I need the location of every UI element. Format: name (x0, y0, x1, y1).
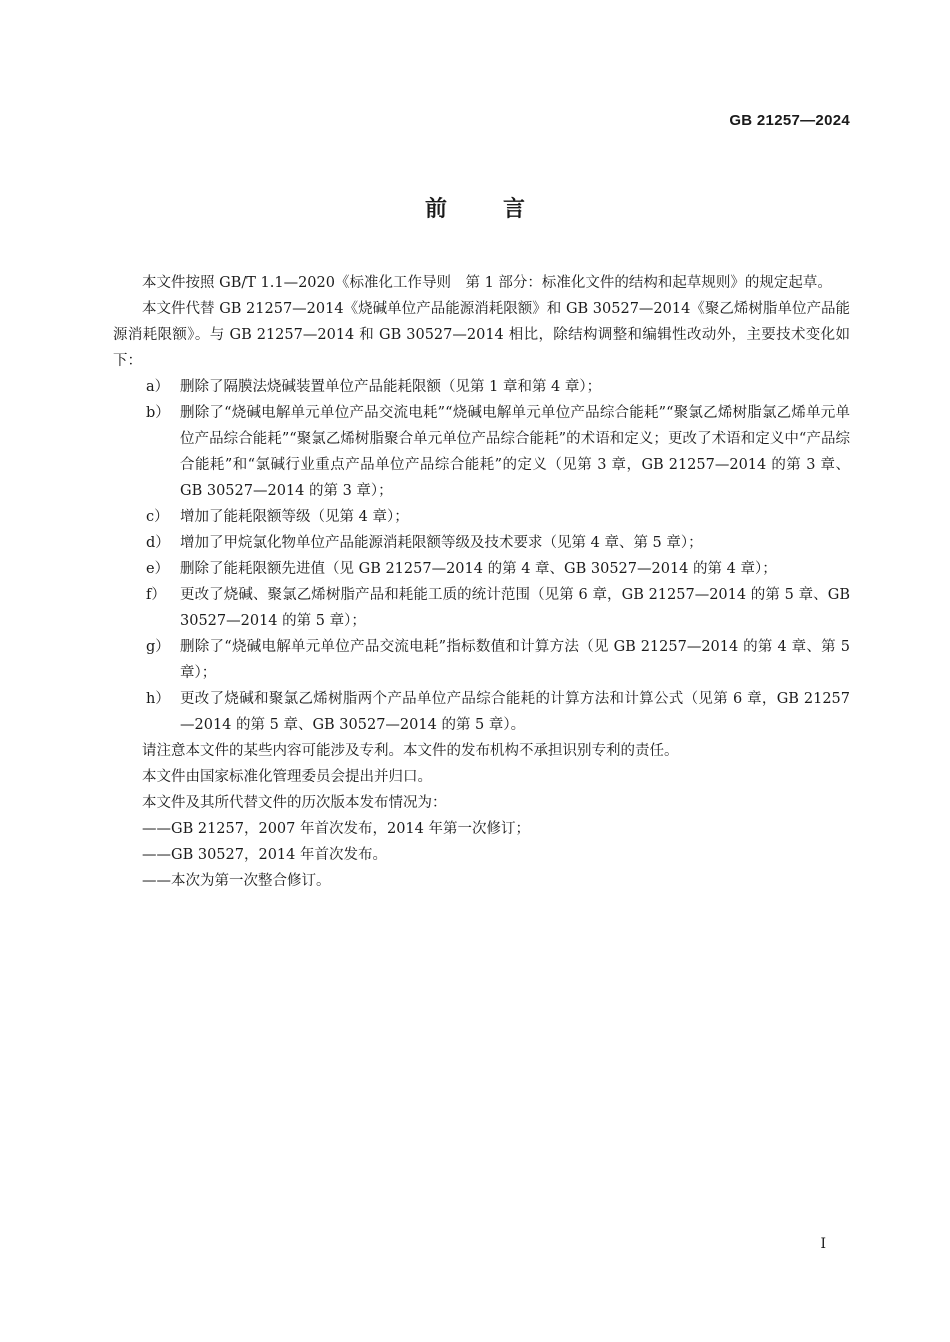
list-item-text: 更改了烧碱和聚氯乙烯树脂两个产品单位产品综合能耗的计算方法和计算公式（见第 6 章，GB 21257—2014 的第 5 章、GB 30527—2014 的第 5 章）。 (180, 691, 850, 733)
list-item (113, 582, 850, 634)
list-item (113, 504, 850, 530)
page-title: 前言 (424, 197, 581, 222)
list-marker: a） (146, 379, 170, 395)
list-item (113, 530, 850, 556)
list-item-text: 删除了隔膜法烧碱装置单位产品能耗限额（见第 1 章和第 4 章）； (180, 379, 602, 395)
history-item: ——本次为第一次整合修订。 (142, 873, 331, 889)
standard-code: GB 21257—2024 (729, 112, 850, 129)
history-item: ——GB 21257，2007 年首次发布，2014 年第一次修订； (142, 821, 530, 837)
list-item-text: 增加了甲烷氯化物单位产品能源消耗限额等级及技术要求（见第 4 章、第 5 章）； (180, 535, 703, 551)
list-marker: e） (146, 561, 170, 577)
list-item (113, 634, 850, 686)
list-item (113, 374, 850, 400)
list-item (113, 556, 850, 582)
list-marker: f） (146, 587, 166, 603)
changes-list (113, 374, 850, 738)
list-marker: g） (146, 639, 170, 655)
history-item: ——GB 30527，2014 年首次发布。 (142, 847, 387, 863)
list-item-text: 删除了能耗限额先进值（见 GB 21257—2014 的第 4 章、GB 30527—2014 的第 4 章）； (180, 561, 777, 577)
list-item-text: 增加了能耗限额等级（见第 4 章）； (180, 509, 409, 525)
proposer-notice: 本文件由国家标准化管理委员会提出并归口。 (142, 769, 432, 785)
list-item-text: 删除了“烧碱电解单元单位产品交流电耗”“烧碱电解单元单位产品综合能耗”“聚氯乙烯树脂氯乙烯单元单位产品综合能耗”“聚氯乙烯树脂聚合单元单位产品综合能耗”的术语和定义；更改了术语和定义中“产品综合能耗”和“氯碱行业重点产品单位产品综合能耗”的定义（见第 3 章，GB 21257—2014 的第 3 章、GB 30527—2014 的第 3 章）； (180, 405, 850, 499)
list-item-text: 更改了烧碱、聚氯乙烯树脂产品和耗能工质的统计范围（见第 6 章，GB 21257—2014 的第 5 章、GB 30527—2014 的第 5 章）； (180, 587, 850, 629)
document-body (113, 270, 850, 894)
list-marker: b） (146, 405, 170, 421)
list-item (113, 400, 850, 504)
intro-paragraph-drafting: 本文件按照 GB/T 1.1—2020《标准化工作导则 第 1 部分：标准化文件的结构和起草规则》的规定起草。 (142, 275, 832, 291)
list-item (113, 686, 850, 738)
list-marker: d） (146, 535, 170, 551)
patent-notice: 请注意本文件的某些内容可能涉及专利。本文件的发布机构不承担识别专利的责任。 (142, 743, 679, 759)
list-marker: c） (146, 509, 169, 525)
list-marker: h） (146, 691, 170, 707)
intro-paragraph-replacement: 本文件代替 GB 21257—2014《烧碱单位产品能源消耗限额》和 GB 30527—2014《聚乙烯树脂单位产品能源消耗限额》。与 GB 21257—2014 和 GB 30527—2014 相比，除结构调整和编辑性改动外，主要技术变化如下： (113, 301, 850, 369)
list-item-text: 删除了“烧碱电解单元单位产品交流电耗”指标数值和计算方法（见 GB 21257—2014 的第 4 章、第 5 章）； (180, 639, 850, 681)
page-number: I (820, 1236, 826, 1252)
history-heading: 本文件及其所代替文件的历次版本发布情况为： (142, 795, 447, 811)
